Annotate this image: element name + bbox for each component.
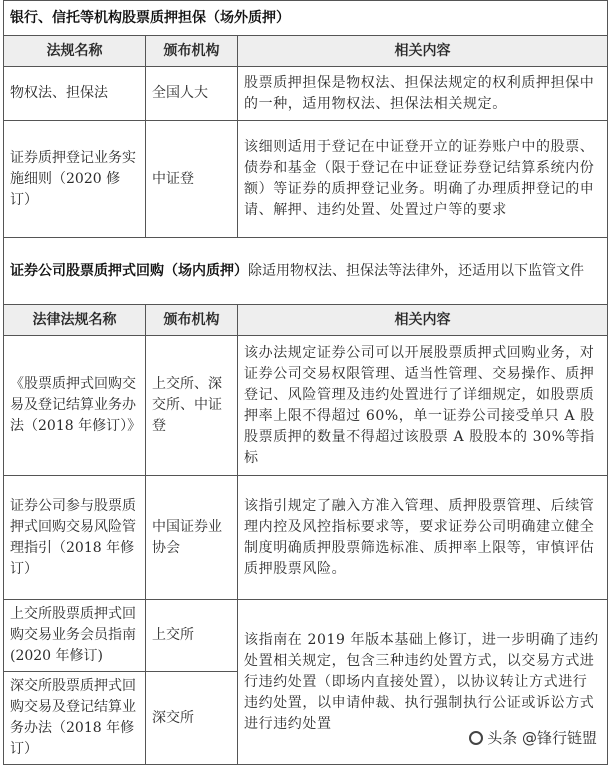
watermark-text: 头条 @锋行链盟 [487,729,597,747]
header-agency: 颁布机构 [146,36,238,67]
regulation-table [3,0,608,765]
regulation-content: 股票质押担保是物权法、担保法规定的权利质押担保中的一种，适用物权法、担保法相关规定。 [238,67,608,121]
agency-name: 深交所 [146,672,238,765]
table-row [4,476,608,600]
agency-name: 全国人大 [146,67,238,121]
agency-name: 上交所 [146,600,238,672]
regulation-name: 证券公司参与股票质押式回购交易风险管理指引（2018 年修订） [4,476,146,600]
section2-title-cell [4,238,608,305]
agency-name: 中国证券业协会 [146,476,238,600]
section2-header-row [4,305,608,336]
header-name: 法律法规名称 [4,305,146,336]
agency-name: 中证登 [146,121,238,238]
table-row [4,336,608,476]
regulation-name: 物权法、担保法 [4,67,146,121]
header-name: 法规名称 [4,36,146,67]
table-row [4,67,608,121]
header-agency: 颁布机构 [146,305,238,336]
regulation-content: 该指引规定了融入方准入管理、质押股票管理、后续管理内控及风控指标要求等，要求证券公司明确建立健全制度明确质押股票筛选标准、质押率上限等，审慎评估质押股票风险。 [238,476,608,600]
table-row [4,121,608,238]
header-content: 相关内容 [238,36,608,67]
header-content: 相关内容 [238,305,608,336]
section1-title-row [4,1,608,36]
agency-name: 上交所、深交所、中证登 [146,336,238,476]
regulation-name: 深交所股票质押式回购交易及登记结算业务办法（2018 年修订） [4,672,146,765]
watermark-logo-icon [469,731,483,745]
section1-header-row [4,36,608,67]
regulation-name: 证券质押登记业务实施细则（2020 修订） [4,121,146,238]
regulation-content: 该办法规定证券公司可以开展股票质押式回购业务，对证券公司交易权限管理、适当性管理、交易操作、质押登记、风险管理及违约处置进行了详细规定，如股票质押率上限不得超过 60%，单一证券公司接受单只 A 股股票质押的数量不得超过该股票 A 股股本的 30%等指标 [238,336,608,476]
section2-subtitle: 除适用物权法、担保法等法律外，还适用以下监管文件 [248,262,584,279]
regulation-name: 上交所股票质押式回购交易业务会员指南(2020 年修订) [4,600,146,672]
regulation-content: 该细则适用于登记在中证登开立的证券账户中的股票、债券和基金（限于登记在中证登证券登记结算系统内份额）等证券的质押登记业务。明确了办理质押登记的申请、解押、违约处置、处置过户等的要求 [238,121,608,238]
section2-title-row [4,238,608,305]
regulation-name: 《股票质押式回购交易及登记结算业务办法（2018 年修订）》 [4,336,146,476]
watermark [465,726,601,749]
section1-title: 银行、信托等机构股票质押担保（场外质押） [4,1,608,36]
table-row [4,600,608,672]
section2-title: 证券公司股票质押式回购（场内质押） [10,262,248,279]
regulation-content: 该指南在 2019 年版本基础上修订，进一步明确了违约处置相关规定，包含三种违约处置方式，以交易方式进行违约处置（即场内直接处置），以协议转让方式进行违约处置，以申请仲裁、执行强制执行公证或诉讼方式进行违约处置 [238,600,608,765]
